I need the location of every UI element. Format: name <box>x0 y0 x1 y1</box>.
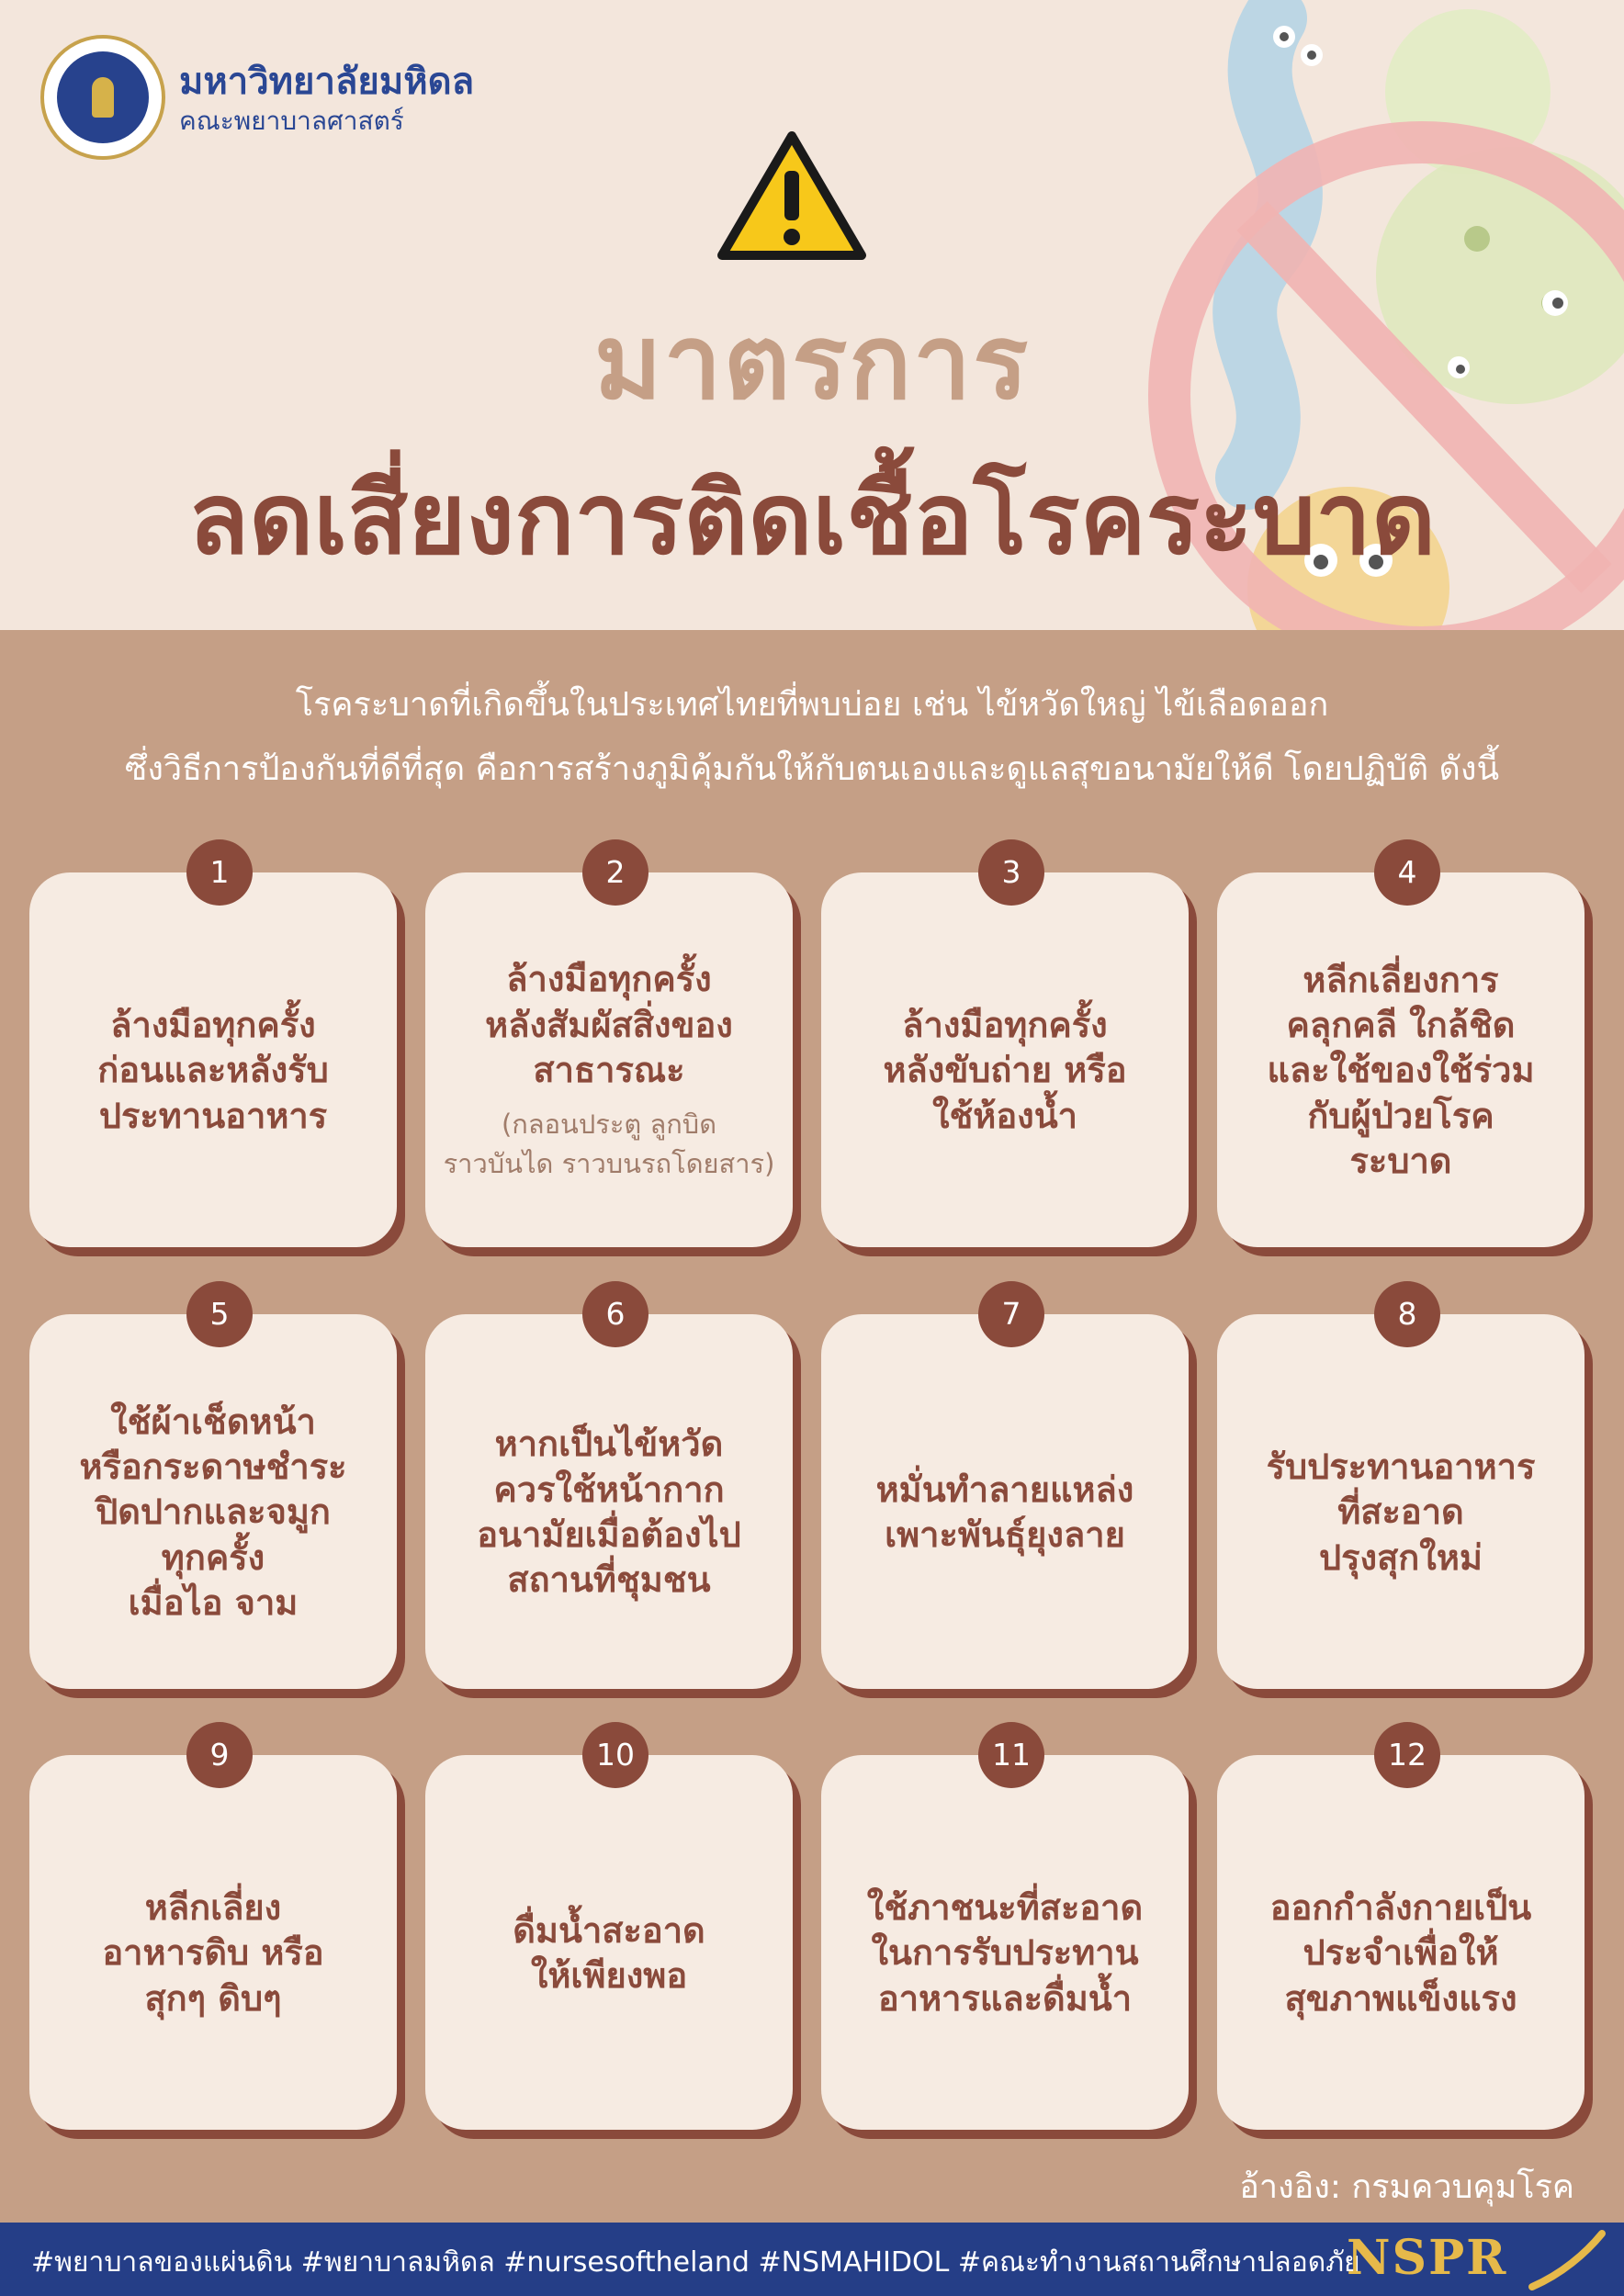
measure-text: หมั่นทำลายแหล่ง เพาะพันธุ์ยุงลาย <box>875 1469 1134 1555</box>
measure-number: 5 <box>186 1281 253 1347</box>
measure-card <box>29 1737 397 2130</box>
measure-text: หากเป็นไข้หวัด ควรใช้หน้ากาก อนามัยเมื่อต้องไป สถานที่ชุมชน <box>477 1424 741 1601</box>
measure-card <box>821 854 1189 1247</box>
hashtags: #พยาบาลของแผ่นดิน #พยาบาลมหิดล #nursesoftheland #NSMAHIDOL #คณะทำงานสถานศึกษาปลอดภัย <box>31 2246 1360 2279</box>
measure-text: ล้างมือทุกครั้ง หลังขับถ่าย หรือ ใช้ห้องน้ำ <box>883 1004 1127 1136</box>
university-name: มหาวิทยาลัยมหิดล <box>179 61 475 103</box>
measure-card <box>821 1737 1189 2130</box>
measure-card <box>29 854 397 1247</box>
measure-text: รับประทานอาหาร ที่สะอาด ปรุงสุกใหม่ <box>1266 1446 1536 1578</box>
measure-number: 1 <box>186 839 253 906</box>
measure-card <box>1217 854 1585 1247</box>
measure-number: 6 <box>582 1281 648 1347</box>
measure-number: 10 <box>582 1722 648 1788</box>
measure-card <box>1217 1737 1585 2130</box>
intro-line-1: โรคระบาดที่เกิดขึ้นในประเทศไทยที่พบบ่อย เช่น ไข้หวัดใหญ่ ไข้เลือดออก <box>295 686 1329 724</box>
measure-card <box>425 854 793 1247</box>
measure-text: ใช้ผ้าเช็ดหน้า หรือกระดาษชำระ ปิดปากและจมูก ทุกครั้ง เมื่อไอ จาม <box>79 1401 347 1624</box>
footer-bar <box>0 2223 1624 2296</box>
measure-card <box>1217 1296 1585 1689</box>
warning-icon <box>715 127 869 264</box>
measure-text: ล้างมือทุกครั้ง หลังสัมผัสสิ่งของ สาธารณะ <box>485 959 733 1091</box>
measure-card <box>29 1296 397 1689</box>
measure-text: หลีกเลี่ยงการ คลุกคลี ใกล้ชิด และใช้ของใช้ร่วม กับผู้ป่วยโรค ระบาด <box>1267 959 1535 1182</box>
faculty-name: คณะพยาบาลศาสตร์ <box>179 106 404 136</box>
measure-number: 7 <box>978 1281 1044 1347</box>
measure-number: 12 <box>1374 1722 1440 1788</box>
intro-line-2: ซึ่งวิธีการป้องกันที่ดีที่สุด คือการสร้างภูมิคุ้มกันให้กับตนเองและดูแลสุขอนามัยให้ดี โดยปฏิบัติ ดังนี้ <box>124 750 1500 788</box>
measure-number: 4 <box>1374 839 1440 906</box>
measure-note: (กลอนประตู ลูกบิด ราวบันได ราวบนรถโดยสาร) <box>443 1108 775 1180</box>
measure-card <box>425 1737 793 2130</box>
reference-text: อ้างอิง: กรมควบคุมโรค <box>1239 2168 1574 2206</box>
measure-text: ออกกำลังกายเป็น ประจำเพื่อให้ สุขภาพแข็งแรง <box>1269 1886 1532 2019</box>
measure-text: ล้างมือทุกครั้ง ก่อนและหลังรับ ประทานอาหาร <box>97 1004 329 1136</box>
measure-number: 3 <box>978 839 1044 906</box>
measure-card <box>821 1296 1189 1689</box>
measures-grid <box>29 854 1595 2131</box>
header-section <box>0 0 1624 630</box>
nspr-logo: NSPR <box>1347 2230 1508 2286</box>
swoosh-icon <box>1525 2228 1607 2292</box>
measure-number: 8 <box>1374 1281 1440 1347</box>
measure-card <box>425 1296 793 1689</box>
measure-number: 9 <box>186 1722 253 1788</box>
measure-text: หลีกเลี่ยง อาหารดิบ หรือ สุกๆ ดิบๆ <box>102 1886 324 2019</box>
mahidol-logo <box>40 35 165 160</box>
measure-text: ใช้ภาชนะที่สะอาด ในการรับประทาน อาหารและดื่มน้ำ <box>866 1886 1144 2019</box>
title-line-2: ลดเสี่ยงการติดเชื้อโรคระบาด <box>187 462 1437 577</box>
measure-number: 2 <box>582 839 648 906</box>
measure-number: 11 <box>978 1722 1044 1788</box>
title-line-1: มาตรการ <box>593 303 1031 422</box>
measure-text: ดื่มน้ำสะอาด ให้เพียงพอ <box>513 1909 705 1996</box>
